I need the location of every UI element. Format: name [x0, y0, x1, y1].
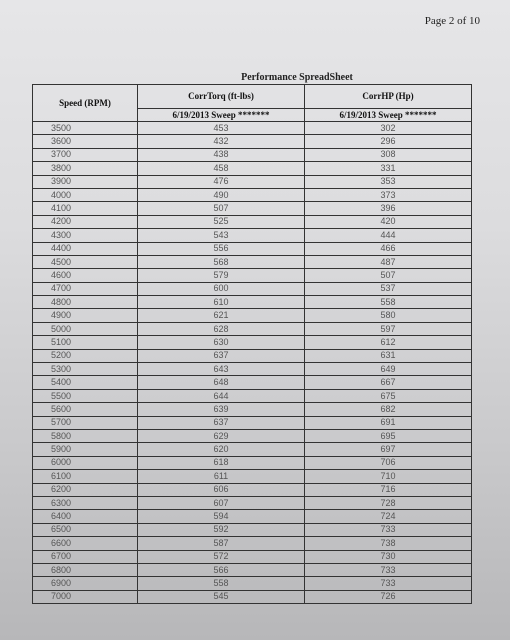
- hp-cell: 697: [305, 443, 472, 456]
- rpm-cell: 6700: [33, 550, 138, 563]
- rpm-cell: 5400: [33, 376, 138, 389]
- torque-cell: 507: [138, 202, 305, 215]
- rpm-cell: 6200: [33, 483, 138, 496]
- torque-cell: 611: [138, 470, 305, 483]
- torque-cell: 558: [138, 577, 305, 590]
- torque-cell: 566: [138, 563, 305, 576]
- rpm-cell: 4300: [33, 229, 138, 242]
- page-number: Page 2 of 10: [424, 15, 480, 27]
- hp-cell: 420: [305, 215, 472, 228]
- rpm-cell: 6100: [33, 470, 138, 483]
- torque-cell: 644: [138, 389, 305, 402]
- rpm-cell: 4200: [33, 215, 138, 228]
- table-row: [33, 510, 472, 523]
- torque-cell: 600: [138, 282, 305, 295]
- table-row: [33, 162, 472, 175]
- rpm-cell: 5900: [33, 443, 138, 456]
- table-row: [33, 389, 472, 402]
- hp-cell: 302: [305, 122, 472, 135]
- hp-cell: 726: [305, 590, 472, 603]
- torque-cell: 432: [138, 135, 305, 148]
- table-row: [33, 229, 472, 242]
- torque-cell: 572: [138, 550, 305, 563]
- torque-cell: 637: [138, 349, 305, 362]
- torque-cell: 543: [138, 229, 305, 242]
- hp-cell: 487: [305, 255, 472, 268]
- hp-cell: 730: [305, 550, 472, 563]
- rpm-cell: 6900: [33, 577, 138, 590]
- table-row: [33, 429, 472, 442]
- rpm-cell: 4400: [33, 242, 138, 255]
- rpm-cell: 3600: [33, 135, 138, 148]
- rpm-cell: 4500: [33, 255, 138, 268]
- table-row: [33, 188, 472, 201]
- rpm-cell: 5500: [33, 389, 138, 402]
- hp-column-header: CorrHP (Hp): [305, 85, 472, 109]
- torque-cell: 592: [138, 523, 305, 536]
- table-row: [33, 269, 472, 282]
- hp-cell: 597: [305, 322, 472, 335]
- rpm-cell: 4000: [33, 188, 138, 201]
- table-row: [33, 282, 472, 295]
- rpm-cell: 5800: [33, 429, 138, 442]
- table-row: [33, 403, 472, 416]
- rpm-cell: 4100: [33, 202, 138, 215]
- hp-cell: 733: [305, 577, 472, 590]
- table-body: [33, 122, 472, 604]
- rpm-cell: 6800: [33, 563, 138, 576]
- rpm-cell: 4700: [33, 282, 138, 295]
- rpm-cell: 6300: [33, 496, 138, 509]
- rpm-cell: 5300: [33, 363, 138, 376]
- hp-cell: 728: [305, 496, 472, 509]
- torque-cell: 476: [138, 175, 305, 188]
- hp-cell: 537: [305, 282, 472, 295]
- rpm-cell: 3800: [33, 162, 138, 175]
- hp-cell: 558: [305, 296, 472, 309]
- table-row: [33, 135, 472, 148]
- rpm-cell: 4600: [33, 269, 138, 282]
- hp-cell: 331: [305, 162, 472, 175]
- hp-cell: 733: [305, 523, 472, 536]
- rpm-cell: 4800: [33, 296, 138, 309]
- torque-cell: 621: [138, 309, 305, 322]
- table-row: [33, 470, 472, 483]
- table-row: [33, 550, 472, 563]
- rpm-cell: 3700: [33, 148, 138, 161]
- table-row: [33, 563, 472, 576]
- table-row: [33, 175, 472, 188]
- table-row: [33, 255, 472, 268]
- torque-column-header: CorrTorq (ft-lbs): [138, 85, 305, 109]
- hp-cell: 396: [305, 202, 472, 215]
- table-row: [33, 590, 472, 603]
- torque-cell: 525: [138, 215, 305, 228]
- torque-cell: 545: [138, 590, 305, 603]
- rpm-cell: 7000: [33, 590, 138, 603]
- table-row: [33, 376, 472, 389]
- torque-cell: 629: [138, 429, 305, 442]
- torque-cell: 568: [138, 255, 305, 268]
- torque-cell: 643: [138, 363, 305, 376]
- torque-cell: 594: [138, 510, 305, 523]
- hp-cell: 691: [305, 416, 472, 429]
- torque-cell: 579: [138, 269, 305, 282]
- rpm-cell: 6000: [33, 456, 138, 469]
- hp-cell: 308: [305, 148, 472, 161]
- table-row: [33, 456, 472, 469]
- torque-cell: 458: [138, 162, 305, 175]
- hp-cell: 612: [305, 336, 472, 349]
- table-row: [33, 215, 472, 228]
- hp-cell: 738: [305, 537, 472, 550]
- rpm-cell: 6600: [33, 537, 138, 550]
- rpm-cell: 5100: [33, 336, 138, 349]
- torque-cell: 639: [138, 403, 305, 416]
- table-row: [33, 336, 472, 349]
- hp-cell: 710: [305, 470, 472, 483]
- torque-cell: 438: [138, 148, 305, 161]
- rpm-cell: 3500: [33, 122, 138, 135]
- hp-cell: 444: [305, 229, 472, 242]
- hp-cell: 675: [305, 389, 472, 402]
- speed-column-header: Speed (RPM): [33, 85, 138, 122]
- performance-spreadsheet: [32, 72, 472, 604]
- table-row: [33, 148, 472, 161]
- hp-cell: 733: [305, 563, 472, 576]
- hp-cell: 706: [305, 456, 472, 469]
- hp-cell: 649: [305, 363, 472, 376]
- table-row: [33, 296, 472, 309]
- rpm-cell: 5000: [33, 322, 138, 335]
- table-row: [33, 443, 472, 456]
- table-row: [33, 483, 472, 496]
- table-row: [33, 122, 472, 135]
- hp-cell: 724: [305, 510, 472, 523]
- hp-cell: 580: [305, 309, 472, 322]
- rpm-cell: 4900: [33, 309, 138, 322]
- hp-cell: 695: [305, 429, 472, 442]
- torque-cell: 648: [138, 376, 305, 389]
- torque-cell: 637: [138, 416, 305, 429]
- hp-cell: 373: [305, 188, 472, 201]
- torque-cell: 618: [138, 456, 305, 469]
- table-row: [33, 242, 472, 255]
- torque-sweep-header: 6/19/2013 Sweep *******: [138, 109, 305, 122]
- table-row: [33, 416, 472, 429]
- torque-cell: 628: [138, 322, 305, 335]
- torque-cell: 606: [138, 483, 305, 496]
- rpm-cell: 5600: [33, 403, 138, 416]
- hp-cell: 667: [305, 376, 472, 389]
- torque-cell: 620: [138, 443, 305, 456]
- hp-cell: 716: [305, 483, 472, 496]
- rpm-cell: 5200: [33, 349, 138, 362]
- sheet-title: Performance SpreadSheet: [241, 72, 353, 83]
- performance-table: [32, 84, 472, 604]
- rpm-cell: 5700: [33, 416, 138, 429]
- torque-cell: 490: [138, 188, 305, 201]
- rpm-cell: 6500: [33, 523, 138, 536]
- hp-cell: 682: [305, 403, 472, 416]
- torque-cell: 610: [138, 296, 305, 309]
- torque-cell: 587: [138, 537, 305, 550]
- table-row: [33, 322, 472, 335]
- hp-cell: 507: [305, 269, 472, 282]
- torque-cell: 453: [138, 122, 305, 135]
- torque-cell: 630: [138, 336, 305, 349]
- hp-cell: 296: [305, 135, 472, 148]
- table-row: [33, 309, 472, 322]
- rpm-cell: 6400: [33, 510, 138, 523]
- table-row: [33, 202, 472, 215]
- header-row: [33, 85, 472, 109]
- hp-sweep-header: 6/19/2013 Sweep *******: [305, 109, 472, 122]
- hp-cell: 631: [305, 349, 472, 362]
- torque-cell: 556: [138, 242, 305, 255]
- hp-cell: 353: [305, 175, 472, 188]
- hp-cell: 466: [305, 242, 472, 255]
- table-row: [33, 523, 472, 536]
- table-row: [33, 537, 472, 550]
- table-row: [33, 349, 472, 362]
- rpm-cell: 3900: [33, 175, 138, 188]
- torque-cell: 607: [138, 496, 305, 509]
- table-row: [33, 577, 472, 590]
- table-row: [33, 496, 472, 509]
- table-row: [33, 363, 472, 376]
